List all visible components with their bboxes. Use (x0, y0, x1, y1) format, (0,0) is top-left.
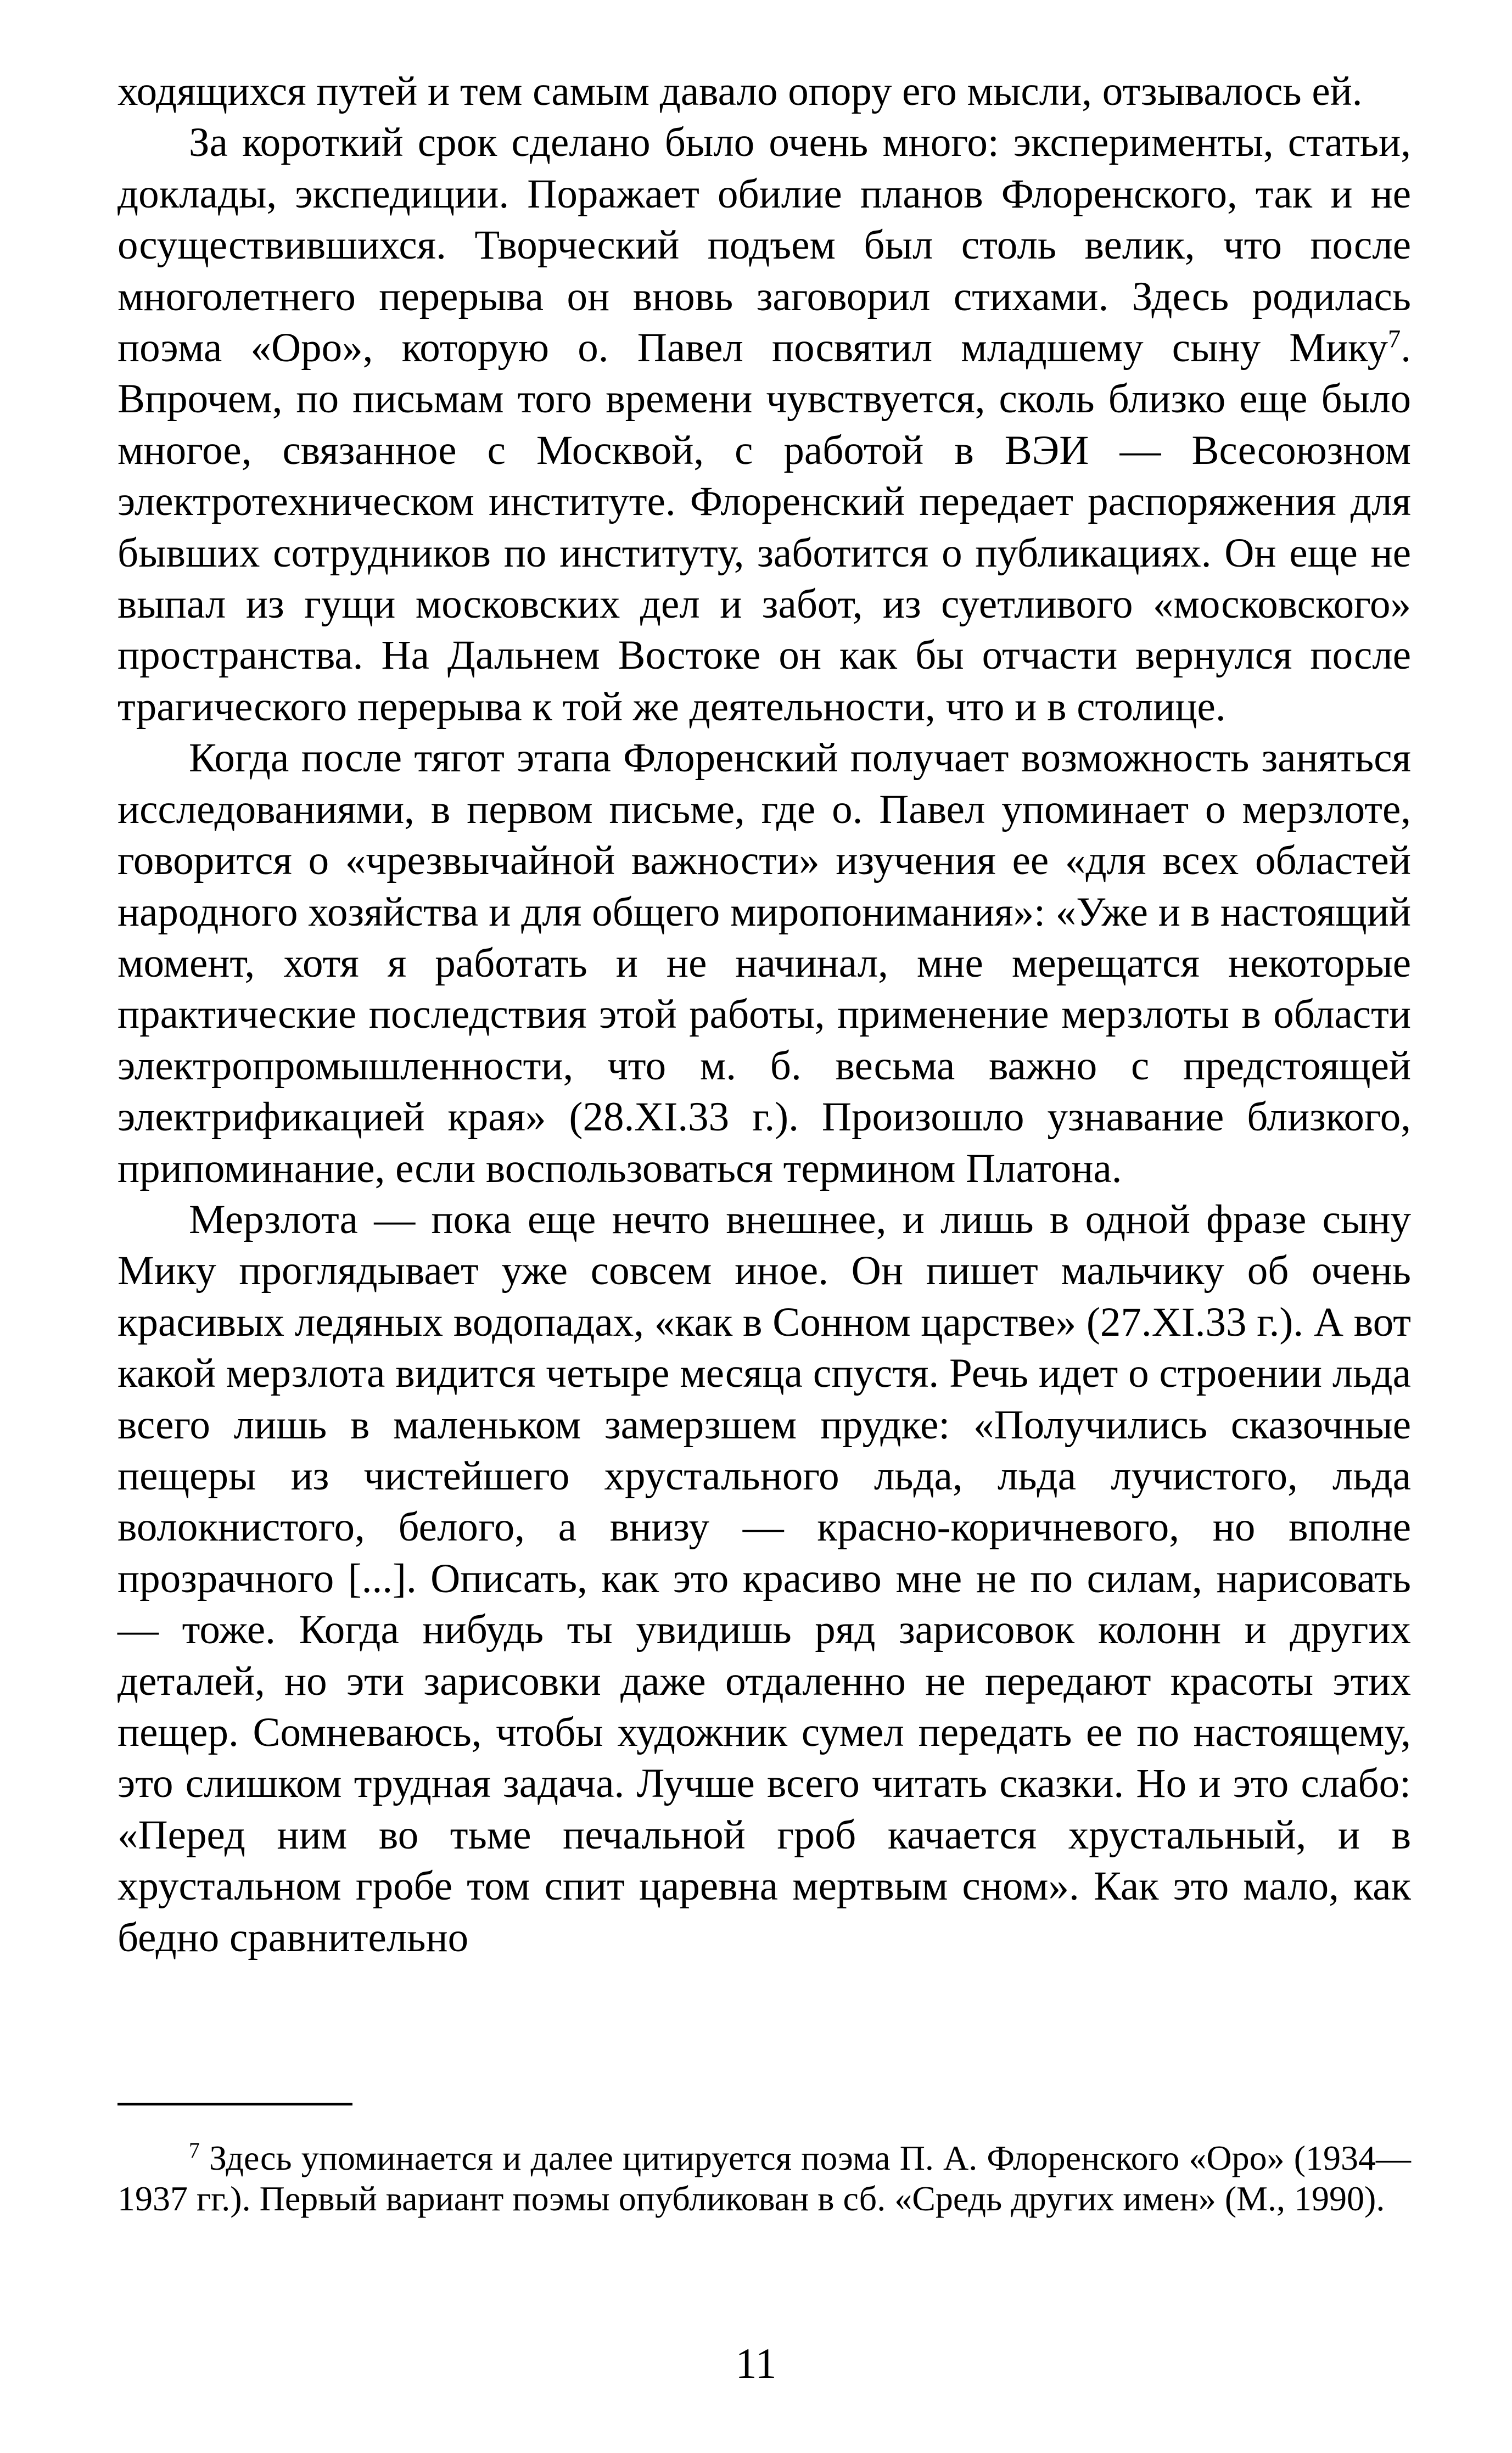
paragraph-2 (117, 117, 1411, 732)
footnote-text: Здесь упоминается и далее цитируется поэма П. А. Флоренского «Оро» (1934—1937 гг.). Первый вариант поэмы опубликован в сб. «Средь других имен» (М., 1990). (117, 2138, 1411, 2218)
paragraph-4: Мерзлота — пока еще нечто внешнее, и лишь в одной фразе сыну Мику проглядывает уже совсем иное. Он пишет мальчику об очень красивых ледяных водопадах, «как в Сонном царстве» (27.XI.33 г.). А вот какой мерзлота видится четыре месяца спустя. Речь идет о строении льда всего лишь в маленьком замерзшем прудке: «Получились сказочные пещеры из чистейшего хрустального льда, льда лучистого, льда волокнистого, белого, а внизу — красно-коричневого, но вполне прозрачного [...]. Описать, как это красиво мне не по силам, нарисовать — тоже. Когда нибудь ты увидишь ряд зарисовок колонн и других деталей, но эти зарисовки даже отдаленно не передают красоты этих пещер. Сомневаюсь, чтобы художник сумел передать ее по настоящему, это слишком трудная задача. Лучше всего читать сказки. Но и это слабо: «Перед ним во тьме печальной гроб качается хрустальный, и в хрустальном гробе том спит царевна мертвым сном». Как это мало, как бедно сравнительно (117, 1196, 1411, 1961)
paragraph-1: ходящихся путей и тем самым давало опору его мысли, отзывалось ей. (117, 69, 1363, 114)
footnote-separator (117, 2103, 352, 2105)
footnote-number: 7 (189, 2138, 200, 2163)
footnotes (117, 2138, 1411, 2219)
main-text (117, 66, 1411, 1963)
paragraph-3: Когда после тягот этапа Флоренский получает возможность заняться исследованиями, в первом письме, где о. Павел упоминает о мерзлоте, говорится о «чрезвычайной важности» изучения ее «для всех областей народного хозяйства и для общего миропонимания»: «Уже и в настоящий момент, хотя я работать и не начинал, мне мерещатся некоторые практические последствия этой работы, применение мерзлоты в области электропромышленности, что м. б. весьма важно с предстоящей электрификацией края» (28.XI.33 г.). Произошло узнавание близкого, припоминание, если воспользоваться термином Платона. (117, 735, 1411, 1191)
paragraph-2-text: За короткий срок сделано было очень много: эксперименты, статьи, доклады, экспедиции. Поражает обилие планов Флоренского, так и не осуществившихся. Творческий подъем был столь велик, что после многолетнего перерыва он вновь заговорил стихами. Здесь родилась поэма «Оро», которую о. Павел посвятил младшему сыну Мику (117, 120, 1411, 371)
paragraph-2-continuation: . Впрочем, по письмам того времени чувствуется, сколь близко еще было многое, связанное с Москвой, с работой в ВЭИ — Всесоюзном электротехническом институте. Флоренский передает распоряжения для бывших сотрудников по институту, заботится о публикациях. Он еще не выпал из гущи московских дел и забот, из суетливого «московского» пространства. На Дальнем Востоке он как бы отчасти вернулся после трагического перерыва к той же деятельности, что и в столице. (117, 325, 1411, 730)
page-number: 11 (735, 2339, 777, 2387)
footnote-7 (117, 2138, 1411, 2219)
footnote-reference[interactable]: 7 (1388, 325, 1401, 354)
